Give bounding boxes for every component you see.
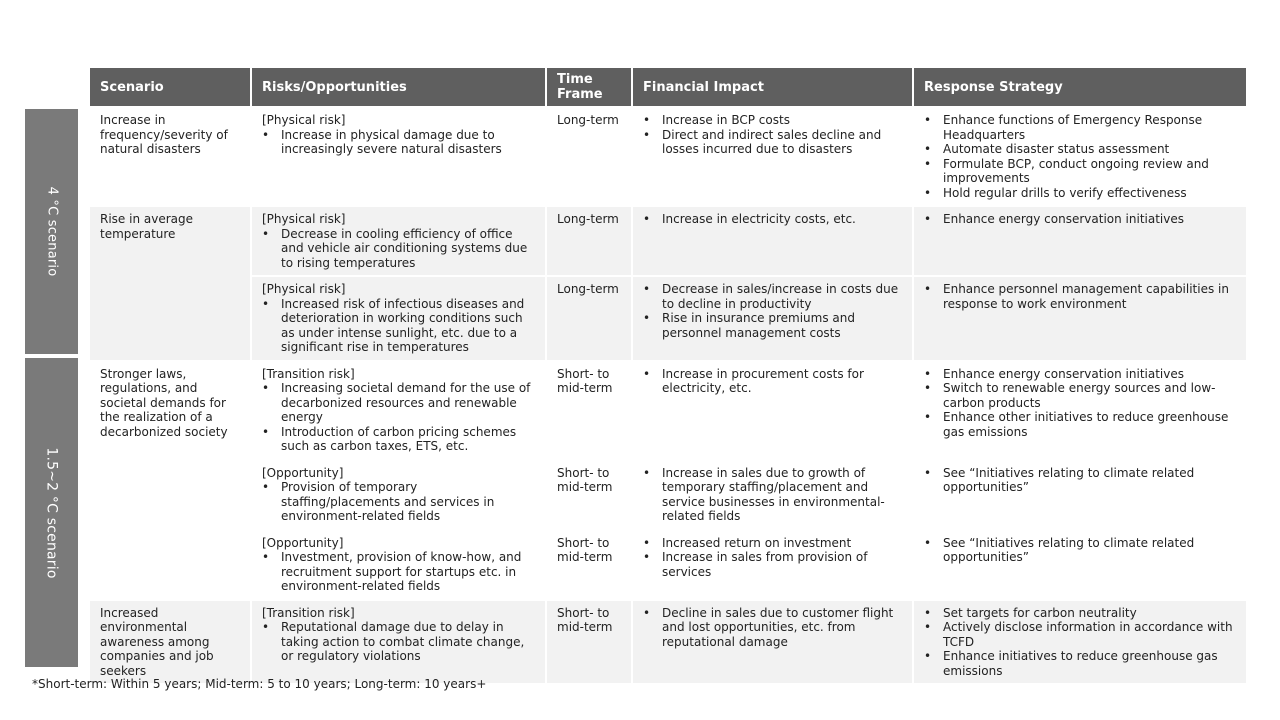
risk-list: [262, 550, 537, 594]
list-item: • Hold regular drills to verify effectiveness: [924, 186, 1238, 201]
financial-impact-cell: [632, 276, 913, 361]
risk-cell: [251, 460, 546, 530]
risk-type: [Physical risk]: [262, 212, 346, 226]
impact-list: [643, 466, 904, 524]
risk-cell: [251, 206, 546, 276]
list-item: • Rise in insurance premiums and personnel management costs: [643, 311, 904, 340]
list-item: • Enhance initiatives to reduce greenhouse gas emissions: [924, 649, 1238, 678]
list-item: • Formulate BCP, conduct ongoing review and improvements: [924, 157, 1238, 186]
response-strategy-cell: [913, 530, 1246, 600]
table-row: [90, 206, 1246, 276]
list-item: • Decrease in sales/increase in costs due to decline in productivity: [643, 282, 904, 311]
risk-list: [262, 480, 537, 524]
list-item: • Increase in sales from provision of services: [643, 550, 904, 579]
time-frame-cell: Short- to mid-term: [546, 600, 632, 685]
financial-impact-cell: [632, 361, 913, 460]
risk-cell: [251, 530, 546, 600]
list-item: • Set targets for carbon neutrality: [924, 606, 1238, 621]
response-strategy-cell: [913, 361, 1246, 460]
risk-type: [Transition risk]: [262, 605, 355, 620]
list-item: • Provision of temporary staffing/placements and services in environment-related fields: [262, 480, 537, 524]
financial-impact-cell: [632, 530, 913, 600]
risk-list: [262, 381, 537, 454]
time-frame-cell: Long-term: [546, 107, 632, 206]
response-strategy-cell: [913, 460, 1246, 530]
list-item: • Automate disaster status assessment: [924, 142, 1238, 157]
time-frame-cell: Short- to mid-term: [546, 530, 632, 600]
financial-impact-cell: [632, 107, 913, 206]
impact-list: [643, 367, 904, 396]
list-item: • Decline in sales due to customer flight and lost opportunities, etc. from reputational damage: [643, 606, 904, 650]
scenario-label-1-5-2c: [25, 358, 78, 667]
risk-list: [262, 620, 537, 664]
risk-cell: [251, 600, 546, 685]
risk-list: [262, 297, 537, 355]
scenario-cell: Increase in frequency/severity of natural disasters: [90, 107, 251, 206]
strategy-list: [924, 282, 1238, 311]
table-row: [90, 276, 1246, 361]
list-item: • Increase in BCP costs: [643, 113, 904, 128]
financial-impact-cell: [632, 206, 913, 276]
list-item: • Enhance energy conservation initiatives: [924, 212, 1238, 227]
scenario-label-4c-text: 4 °C scenario: [44, 186, 59, 277]
list-item: • Increase in physical damage due to increasingly severe natural disasters: [262, 128, 537, 157]
table-row: [90, 530, 1246, 600]
time-frame-cell: Short- to mid-term: [546, 361, 632, 460]
list-item: • Increased return on investment: [643, 536, 904, 551]
list-item: • Enhance energy conservation initiatives: [924, 367, 1238, 382]
financial-impact-cell: [632, 600, 913, 685]
header-response-strategy: Response Strategy: [913, 68, 1246, 107]
list-item: • Enhance other initiatives to reduce greenhouse gas emissions: [924, 410, 1238, 439]
scenario-label-1-5-2c-text: 1.5~2 °C scenario: [43, 446, 60, 579]
list-item: • Introduction of carbon pricing schemes such as carbon taxes, ETS, etc.: [262, 425, 537, 454]
table-row: [90, 600, 1246, 685]
time-frame-cell: Short- to mid-term: [546, 460, 632, 530]
scenario-label-4c: [25, 109, 78, 354]
impact-list: [643, 536, 904, 580]
list-item: • Increase in sales due to growth of temporary staffing/placement and service businesses in environmental-related fields: [643, 466, 904, 524]
strategy-list: [924, 212, 1238, 227]
impact-list: [643, 282, 904, 340]
strategy-list: [924, 367, 1238, 440]
header-risks-opportunities: Risks/Opportunities: [251, 68, 546, 107]
risk-list: [262, 128, 537, 157]
table-row: [90, 361, 1246, 460]
strategy-list: [924, 606, 1238, 679]
strategy-list: [924, 536, 1238, 565]
table-header-row: [90, 68, 1246, 107]
table-row: [90, 107, 1246, 206]
response-strategy-cell: [913, 206, 1246, 276]
impact-list: [643, 606, 904, 650]
list-item: • Actively disclose information in accordance with TCFD: [924, 620, 1238, 649]
header-financial-impact: Financial Impact: [632, 68, 913, 107]
list-item: • Investment, provision of know-how, and recruitment support for startups etc. in environment-related fields: [262, 550, 537, 594]
time-frame-cell: Long-term: [546, 206, 632, 276]
scenario-cell: Rise in average temperature: [90, 206, 251, 361]
scenario-cell: Increased environmental awareness among companies and job seekers: [90, 600, 251, 685]
list-item: • See “Initiatives relating to climate related opportunities”: [924, 536, 1238, 565]
header-scenario: Scenario: [90, 68, 251, 107]
risk-cell: [251, 107, 546, 206]
risk-type: [Physical risk]: [262, 282, 346, 296]
response-strategy-cell: [913, 600, 1246, 685]
list-item: • Direct and indirect sales decline and losses incurred due to disasters: [643, 128, 904, 157]
risk-list: [262, 227, 537, 271]
risk-type: [Opportunity]: [262, 535, 344, 550]
list-item: • Increased risk of infectious diseases and deterioration in working conditions such as under intense sunlight, etc. due to a significant rise in temperatures: [262, 297, 537, 355]
risk-type: [Transition risk]: [262, 366, 355, 381]
scenario-cell: Stronger laws, regulations, and societal demands for the realization of a decarbonized society: [90, 361, 251, 600]
strategy-list: [924, 113, 1238, 200]
time-frame-cell: Long-term: [546, 276, 632, 361]
strategy-list: [924, 466, 1238, 495]
risk-type: [Physical risk]: [262, 113, 346, 127]
response-strategy-cell: [913, 107, 1246, 206]
impact-list: [643, 212, 904, 227]
response-strategy-cell: [913, 276, 1246, 361]
financial-impact-cell: [632, 460, 913, 530]
risk-cell: [251, 361, 546, 460]
risk-cell: [251, 276, 546, 361]
list-item: • Increasing societal demand for the use of decarbonized resources and renewable energy: [262, 381, 537, 425]
footnote: *Short-term: Within 5 years; Mid-term: 5 to 10 years; Long-term: 10 years+: [32, 677, 487, 691]
list-item: • Reputational damage due to delay in taking action to combat climate change, or regulatory violations: [262, 620, 537, 664]
climate-risk-table: [90, 68, 1246, 685]
list-item: • Increase in procurement costs for electricity, etc.: [643, 367, 904, 396]
header-time-frame: Time Frame: [546, 68, 632, 107]
list-item: • Increase in electricity costs, etc.: [643, 212, 904, 227]
table-row: [90, 460, 1246, 530]
list-item: • Switch to renewable energy sources and low-carbon products: [924, 381, 1238, 410]
list-item: • Enhance functions of Emergency Response Headquarters: [924, 113, 1238, 142]
risk-type: [Opportunity]: [262, 465, 344, 480]
list-item: • Decrease in cooling efficiency of office and vehicle air conditioning systems due to rising temperatures: [262, 227, 537, 271]
impact-list: [643, 113, 904, 157]
list-item: • Enhance personnel management capabilities in response to work environment: [924, 282, 1238, 311]
list-item: • See “Initiatives relating to climate related opportunities”: [924, 466, 1238, 495]
